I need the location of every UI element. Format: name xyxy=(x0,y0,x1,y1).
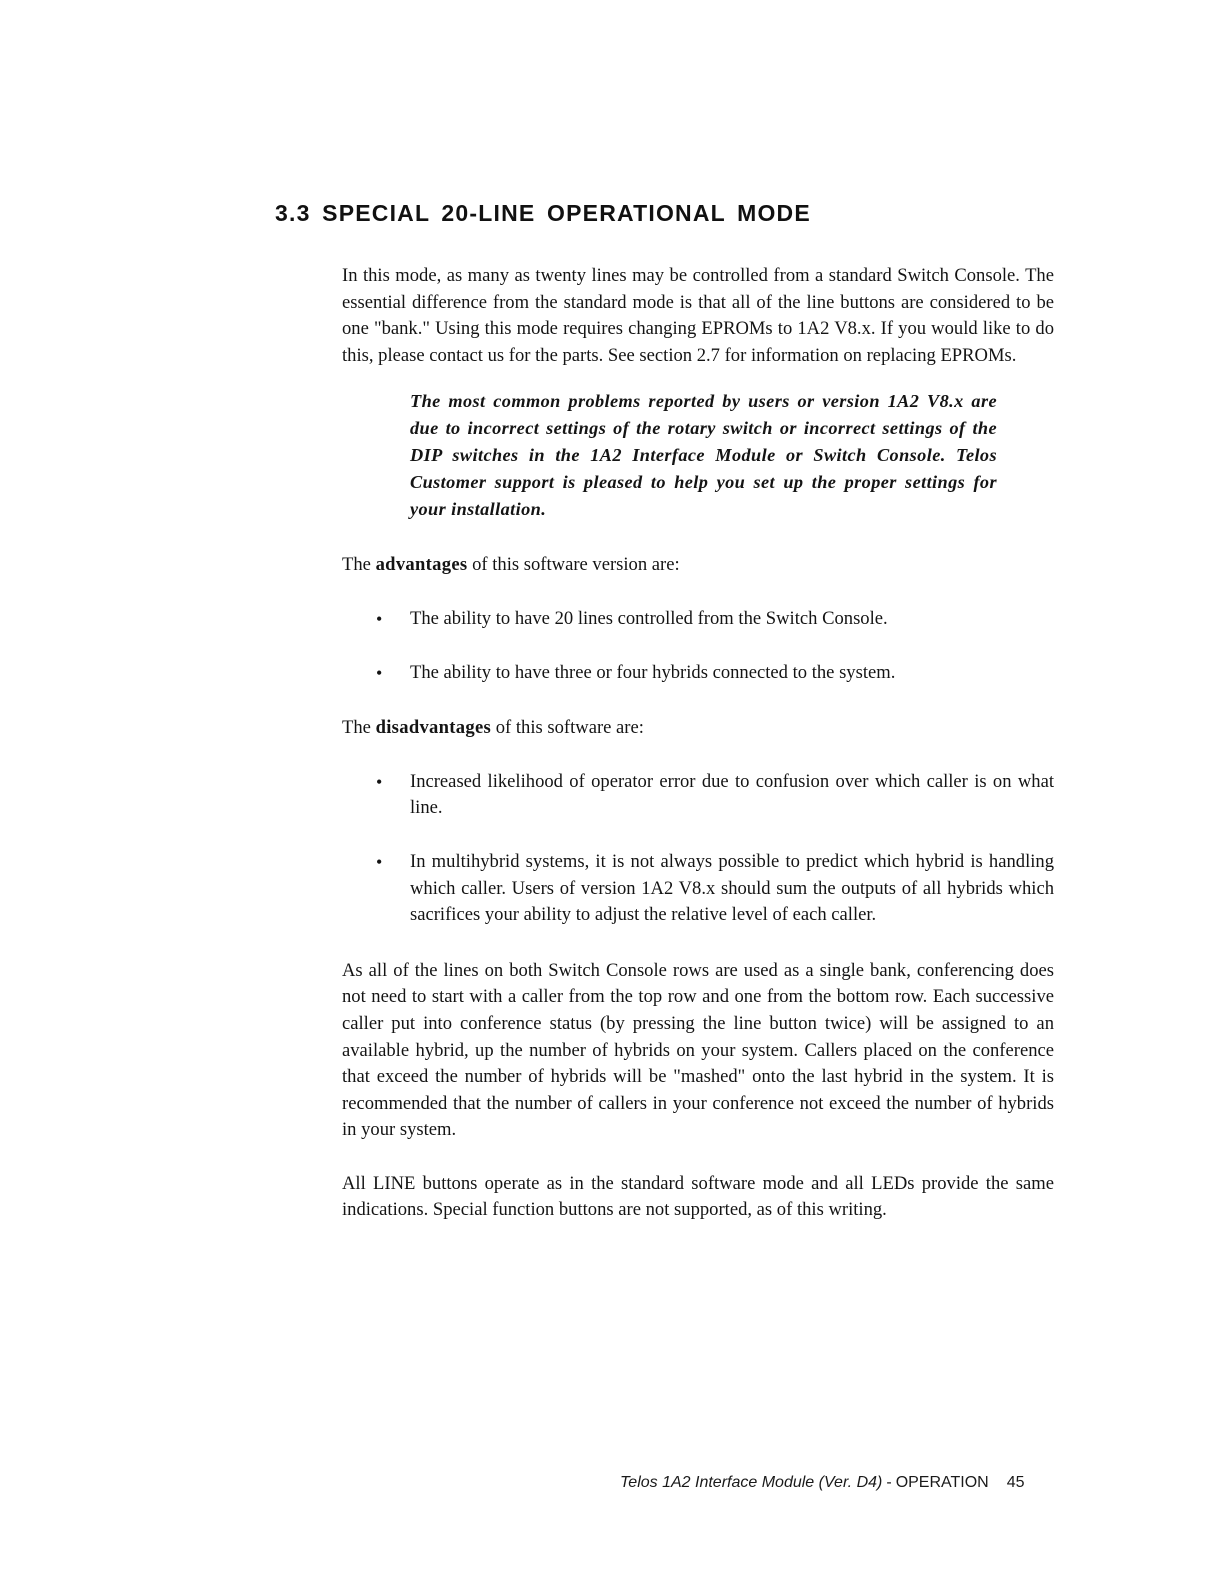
list-item-text: The ability to have 20 lines controlled from the Switch Console. xyxy=(410,607,888,629)
disadvantages-list xyxy=(342,769,1054,929)
list-item-text: Increased likelihood of operator error due to confusion over which caller is on what line. xyxy=(410,770,1054,819)
footer-document-title: Telos 1A2 Interface Module (Ver. D4) xyxy=(620,1474,883,1491)
advantages-suffix: of this software version are: xyxy=(472,554,680,576)
advantages-list xyxy=(342,606,1054,686)
section-body xyxy=(342,263,1054,1224)
support-note: The most common problems reported by users or version 1A2 V8.x are due to incorrect settings of the rotary switch or incorrect settings of the DIP switches in the 1A2 Interface Module or Switch Console. Telos Customer support is pleased to help you set up the proper settings for your installation. xyxy=(410,391,997,520)
list-item xyxy=(376,849,1054,929)
advantages-term: advantages xyxy=(375,554,468,576)
single-bank-paragraph: As all of the lines on both Switch Console rows are used as a single bank, conferencing does not need to start with a caller from the top row and one from the bottom row. Each successive caller put into conference status (by pressing the line button twice) will be assigned to an available hybrid, up the number of hybrids on your system. Callers placed on the conference that exceed the number of hybrids will be "mashed" onto the last hybrid in the system. It is recommended that the number of callers in your conference not exceed the number of hybrids in your system. xyxy=(342,959,1054,1141)
page-footer xyxy=(620,1474,1025,1492)
bullet-icon: • xyxy=(376,851,383,872)
footer-separator: - xyxy=(886,1474,892,1491)
disadvantages-term: disadvantages xyxy=(375,717,492,739)
list-item xyxy=(376,769,1054,822)
list-item xyxy=(376,606,1054,633)
footer-chapter: OPERATION xyxy=(895,1474,989,1491)
section-heading: 3.3 SPECIAL 20-LINE OPERATIONAL MODE xyxy=(275,200,811,226)
line-buttons-paragraph: All LINE buttons operate as in the standard software mode and all LEDs provide the same indications. Special function buttons are not supported, as of this writing. xyxy=(342,1172,1054,1221)
advantages-lead xyxy=(342,552,1054,579)
list-item xyxy=(376,660,1054,687)
disadvantages-suffix: of this software are: xyxy=(495,717,644,739)
disadvantages-prefix: The xyxy=(342,717,371,739)
bullet-icon: • xyxy=(376,771,383,792)
bullet-icon: • xyxy=(376,608,383,629)
advantages-prefix: The xyxy=(342,554,371,576)
page-number: 45 xyxy=(1006,1474,1025,1491)
list-item-text: In multihybrid systems, it is not always possible to predict which hybrid is handling which caller. Users of version 1A2 V8.x should sum the outputs of all hybrids which sacrifices your ability to adjust the relative level of each caller. xyxy=(410,850,1054,926)
intro-paragraph: In this mode, as many as twenty lines may be controlled from a standard Switch Console. The essential difference from the standard mode is that all of the line buttons are considered to be one "bank." Using this mode requires changing EPROMs to 1A2 V8.x. If you would like to do this, please contact us for the parts. See section 2.7 for information on replacing EPROMs. xyxy=(342,265,1054,366)
list-item-text: The ability to have three or four hybrids connected to the system. xyxy=(410,661,896,683)
disadvantages-lead xyxy=(342,715,1054,742)
bullet-icon: • xyxy=(376,662,383,683)
